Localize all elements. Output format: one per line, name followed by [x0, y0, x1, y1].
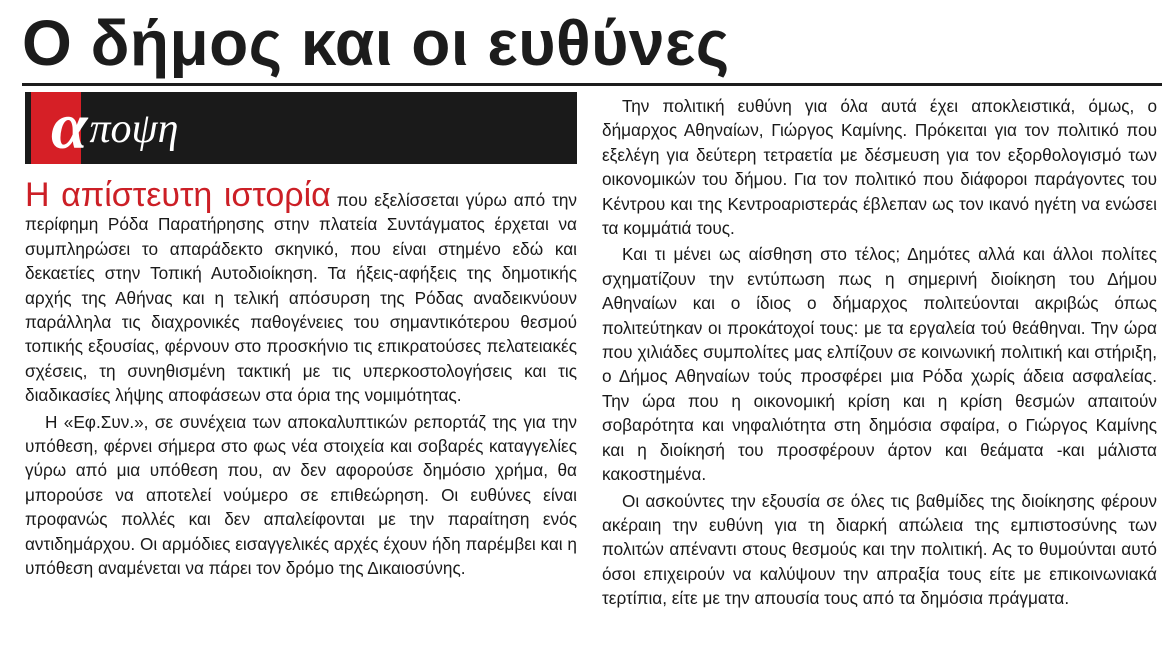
article-paragraph: Η «Εφ.Συν.», σε συνέχεια των αποκαλυπτικών ρεπορτάζ της για την υπόθεση, φέρνει σήμερα στο φως νέα στοιχεία και σοβαρές καταγγελίες γύρω από μια υπόθεση που, αν δεν αφορούσε δημόσιο χρήμα, θα μπορούσε να αποτελεί νούμερο σε επιθεώρηση. Οι ευθύνες είναι προφανώς πολλές και δεν απαλείφονται με την παραίτηση ενός αντιδημάρχου. Οι αρμόδιες εισαγγελικές αρχές έχουν ήδη παρέμβει και η υπόθεση αναμένεται να πάρει τον δρόμο της Δικαιοσύνης.: [25, 411, 577, 579]
article-paragraph: Την πολιτική ευθύνη για όλα αυτά έχει αποκλειστικά, όμως, ο δήμαρχος Αθηναίων, Γιώργος Καμίνης. Πρόκειται για τον πολιτικό που εξελέγη για δεύτερη τετραετία με δέσμευση για τον εξορθολογισμό των οικονομικών του δήμου. Για τον πολιτικό που διάφοροι παράγοντες του Κέντρου και της Κεντροαριστεράς έβλεπαν ως τον ικανό ηγέτη να ενώσει τα κομμάτιά τους.: [602, 96, 1157, 239]
section-label-rest: ποψη: [89, 106, 179, 152]
section-label: [51, 94, 178, 164]
article-paragraph: Οι ασκούντες την εξουσία σε όλες τις βαθμίδες της διοίκησης φέρουν ακέραιη την ευθύνη για τη διαρκή απώλεια της εμπιστοσύνης των πολιτών απέναντι στους θεσμούς και την πολιτική. Ας το θυμούνται αυτό όσοι επιχειρούν να καλύψουν την απραξία τους είτε με επικοινωνιακά τερτίπια, είτε με την απουσία τους από τα δημόσια πράγματα.: [602, 490, 1157, 609]
headline-rule: [22, 83, 1162, 86]
section-banner-opinion: [25, 92, 577, 164]
section-label-initial: α: [51, 92, 88, 163]
article-headline: Ο δήμος και οι ευθύνες: [22, 7, 730, 79]
article-column-left: [25, 92, 577, 583]
paragraph-text: που εξελίσσεται γύρω από την περίφημη Ρόδα Παρατήρησης στην πλατεία Συντάγματος έρχεται να συμπληρώσει το απαράδεκτο σκηνικό, που είναι στημένο εδώ και δεκαετίες στην Τοπική Αυτοδιοίκηση. Τα ήξεις-αφήξεις της δημοτικής αρχής της Αθήνας και η τελική απόσυρση της Ρόδας αναδεικνύουν παράλληλα τις διαχρονικές παθογένειες του σημαντικότερου θεσμού τοπικής εξουσίας, φέρνουν στο προσκήνιο τις επικρατούσες πελατειακές σχέσεις, τη συνηθισμένη τακτική με τις υπερκοστολογήσεις και τις διαδικασίες λήψης αποφάσεων στα όρια της νομιμότητας.: [25, 190, 577, 406]
lead-phrase: Η απίστευτη ιστορία: [25, 176, 331, 214]
article-paragraph: [25, 178, 577, 408]
article-column-right: [602, 94, 1157, 613]
article-paragraph: Και τι μένει ως αίσθηση στο τέλος; Δημότες αλλά και άλλοι πολίτες σχηματίζουν την εντύπωση πως η σημερινή διοίκηση του Δήμου Αθηναίων και ο ίδιος ο δήμαρχος πολιτεύονται ακριβώς όπως πολιτεύτηκαν οι προκάτοχοί τους: με τα εργαλεία τού θεάθηναι. Την ώρα που χιλιάδες συμπολίτες μας ελπίζουν σε κοινωνική πολιτική και στήριξη, ο Δήμος Αθηναίων τούς προσφέρει μια Ρόδα χωρίς άδεια ασφαλείας. Την ώρα που η οικονομική κρίση και η κρίση θεσμών απαιτούν σοβαρότητα και νηφαλιότητα στη δημόσια σφαίρα, ο Γιώργος Καμίνης και η διοίκησή του προσφέρουν άρτον και θεάματα -και μάλιστα κακοστημένα.: [602, 244, 1157, 485]
